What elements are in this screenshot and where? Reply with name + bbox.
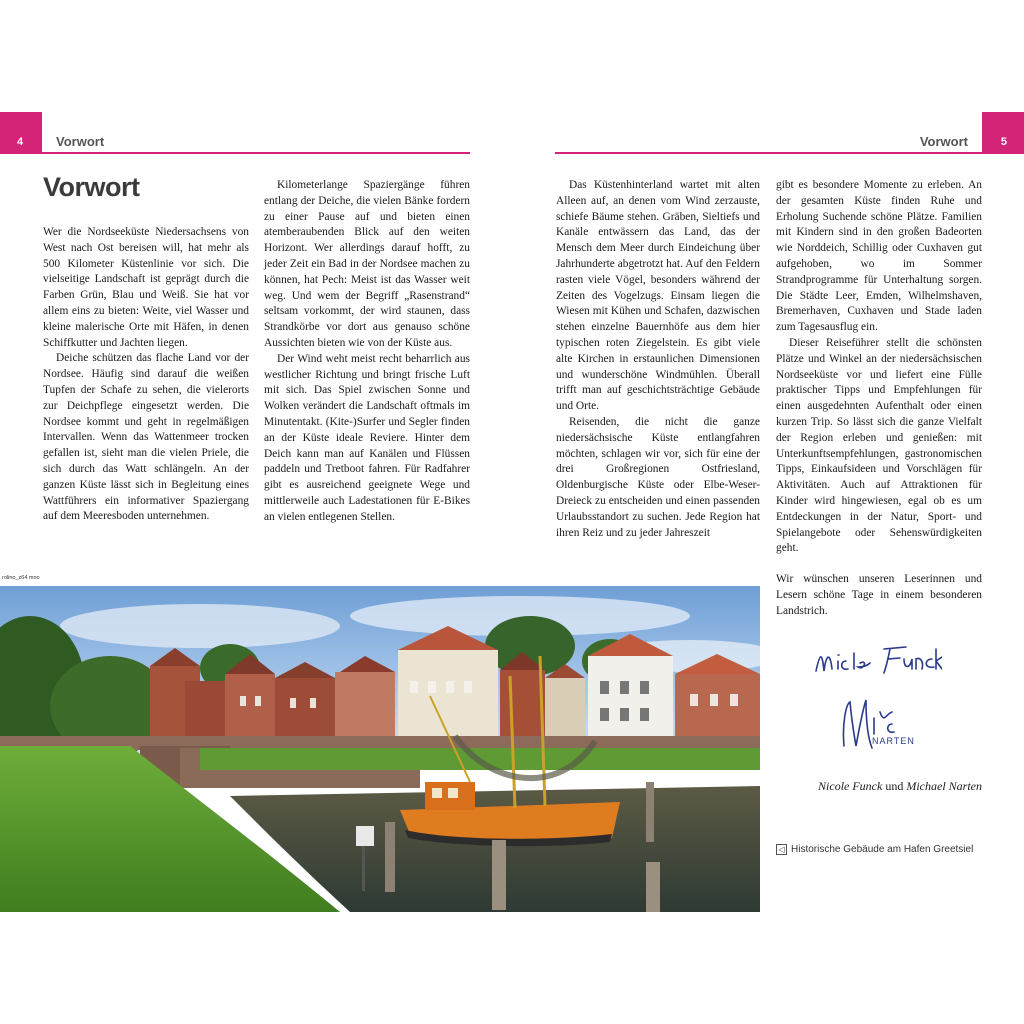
page-number-left bbox=[0, 112, 42, 154]
chapter-title: Vorwort bbox=[43, 172, 140, 202]
svg-text:NARTEN: NARTEN bbox=[872, 736, 915, 746]
text-column-3 bbox=[556, 178, 760, 541]
harbour-photo bbox=[0, 586, 760, 912]
paragraph: Das Küstenhinterland wartet mit alten Alleen auf, an denen vom Wind zerzauste, schiefe Bäume stehen. Gräben, Sieltiefs und Kanäle entwässern das Land, das der Mensch dem Meer durch Eindeichung über Jahrhunderte abgetrotzt hat. Auf den Feldern rasten viele Vögel, besonders während der Zeiten des Vogelzugs. Einsam liegen die Wiesen mit Kühen und Schafen, dazwischen stehen einzelne Bauernhöfe aus dem hier typischen roten Ziegelstein. Es gibt viele alte Kirchen in erstaunlichen Dimensionen und wunderschöne Windmühlen. Überall trifft man auf geschichtsträchtige Gebäude und Orte. bbox=[556, 179, 760, 413]
running-head-right: Vorwort bbox=[919, 134, 968, 149]
paragraph: Der Wind weht meist recht beharrlich aus westlicher Richtung und bringt frische Luft mit sich. Das Spiel zwischen Sonne und Wolken verändert die Landschaft oftmals im Minutentakt. (Kite-)Surfer und Segler finden an der Küste ideale Reviere. Hinter dem Deich kann man auf Kanälen und Flüssen paddeln und Tretboot fahren. Für Radfahrer gibt es ausreichend geeignete Wege und mittlerweile auch Ladestationen für E-Bikes an vielen entlegenen Stellen. bbox=[264, 352, 470, 523]
header-rule-right bbox=[555, 152, 982, 154]
caption-text: Historische Gebäude am Hafen Greetsiel bbox=[791, 844, 974, 855]
text-column-1 bbox=[43, 225, 249, 525]
author-first: Nicole Funck bbox=[818, 779, 883, 793]
paragraph: Dieser Reiseführer stellt die schönsten Plätze und Winkel an der niedersächsischen Nordseeküste vor und liefert eine Fülle praktischer Tipps und Empfehlungen für einen ausgedehnten Aufenthalt oder einen kurzen Trip. So lässt sich die ganze Vielfalt der Region erleben und genießen: mit Unterkunftsempfehlungen, gastronomischen Tipps, Einkaufsideen und Vorschlägen für Aktivitäten. Auch auf Attraktionen für Kinder wird hingewiesen, egal ob es um Entdeckungen in der Natur, Sport- und Spielangebote oder Sehenswürdigkeiten geht. bbox=[776, 336, 982, 555]
author-line bbox=[776, 779, 982, 794]
signature-nicole-funck bbox=[812, 643, 942, 679]
photo-credit: rolino_z64 mno bbox=[2, 575, 40, 581]
paragraph: Kilometerlange Spaziergänge führen entlang der Deiche, die vielen Bänke fordern zu einer Pause auf und bieten einen atemberaubenden Blick auf den weiten Horizont. Wer allerdings darauf hofft, zu jeder Zeit ein Bad in der Nordsee machen zu können, hat Pech: Meist ist das Wasser weit weg. Und wem der Begriff „Rasenstrand“ seltsam vorkommt, der wird staunen, dass Strandkörbe vor dort aus genauso schöne Aussichten bieten wie von der Küste aus. bbox=[264, 179, 470, 349]
closing-paragraph: Wir wünschen unseren Leserinnen und Lesern schöne Tage in einem besonderen Landstrich. bbox=[776, 573, 982, 617]
photo-caption bbox=[776, 844, 973, 855]
paragraph: gibt es besondere Momente zu erleben. An der gesamten Küste finden Ruhe und Erholung Suchende schöne Plätze. Familien mit Kindern sind in den großen Badeorten wie Norddeich, Schillig oder Cuxhaven gut aufgehoben, wo im Sommer Strandprogramme für Unterhaltung sorgen. Die Städte Leer, Emden, Wilhelmshaven, Bremerhaven, Cuxhaven und Stade laden zum Tagesausflug ein. bbox=[776, 179, 982, 334]
running-head-left: Vorwort bbox=[56, 134, 105, 149]
paragraph: Wer die Nordseeküste Niedersachsens von West nach Ost bereisen will, hat mehr als 500 Kilometer Küstenlinie vor sich. Die vielseitige Landschaft ist geprägt durch die Farben Grün, Blau und Weiß. Sie hat vor allem eins zu bieten: Weite, viel Wasser und kleine malerische Orte mit Häfen, in denen Schiffkutter und Jachten liegen. bbox=[43, 226, 249, 349]
author-second: Michael Narten bbox=[906, 779, 982, 793]
paragraph: Reisenden, die nicht die ganze niedersächsische Küste entlangfahren möchten, schlagen wir vor, sich für eine der drei Großregionen Ostfriesland, Oldenburgische Küste oder Elbe-Weser-Dreieck zu entscheiden und einen passenden Urlaubsstandort zu suchen. Jede Region hat ihren Reiz und zu jeder Jahreszeit bbox=[556, 415, 760, 539]
arrow-left-icon: ◁ bbox=[776, 844, 787, 855]
text-column-2 bbox=[264, 178, 470, 526]
header-rule-left bbox=[42, 152, 470, 154]
harbour-illustration bbox=[0, 586, 760, 912]
page-number-right-text: 5 bbox=[1000, 136, 1007, 148]
signature-michael-narten bbox=[836, 694, 926, 756]
page-number-right bbox=[982, 112, 1024, 154]
page-number-left-text: 4 bbox=[17, 136, 24, 148]
paragraph: Deiche schützen das flache Land vor der Nordsee. Häufig sind darauf die weißen Tupfen der Schafe zu sehen, die vielerorts zur Deichpflege eingesetzt werden. Die Nordsee kommt und geht in regelmäßigen Intervallen. Wenn das Wattenmeer trocken gefallen ist, sieht man die vielen Priele, die sich durch das Watt schlängeln. An der ganzen Küste lässt sich in Begleitung eines Wattführers ein informativer Spaziergang auf dem Meeresboden unternehmen. bbox=[43, 352, 249, 523]
text-column-4 bbox=[776, 178, 982, 620]
author-connector: und bbox=[885, 779, 904, 793]
